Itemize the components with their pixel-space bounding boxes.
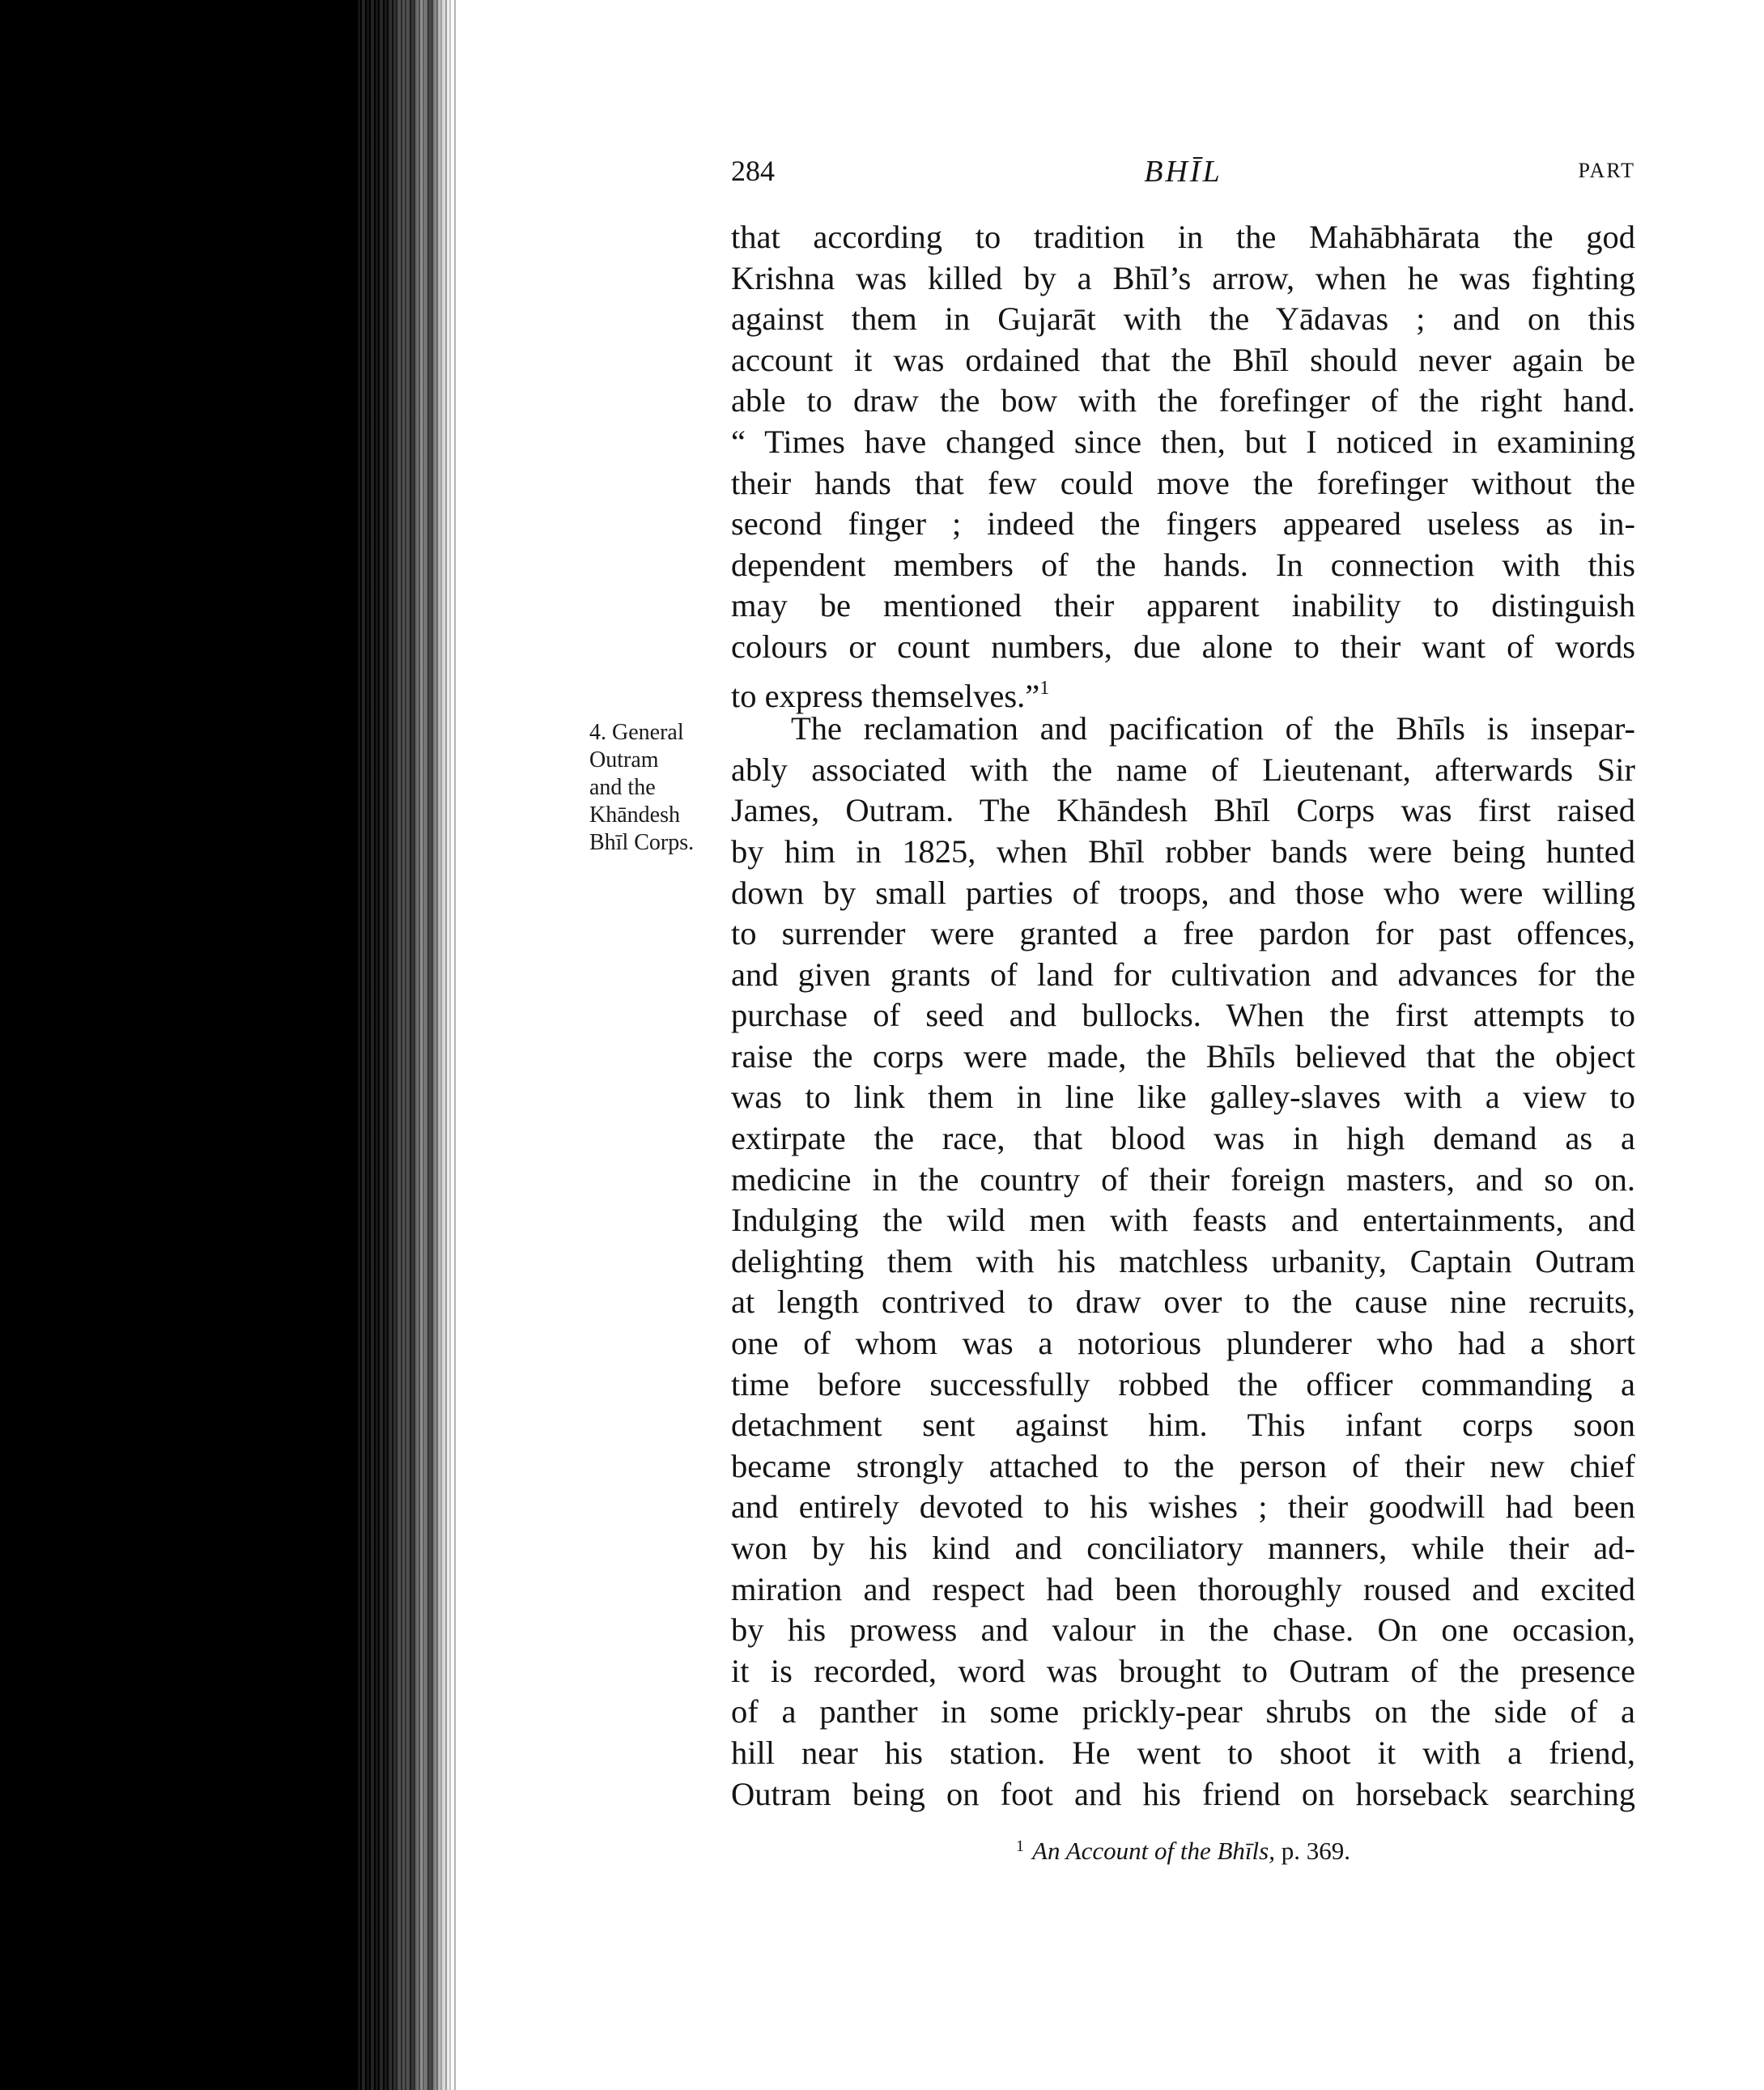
body-text <box>731 217 1635 1815</box>
paragraph-end-line <box>731 668 1635 714</box>
footnote-mark: 1 <box>1016 1837 1025 1855</box>
text-line: against them in Gujarāt with the Yādavas ; and on this <box>731 300 1635 338</box>
text-line: medicine in the country of their foreign masters, and so on. <box>731 1160 1635 1198</box>
text-line: was to link them in line like galley-slaves with a view to <box>731 1079 1635 1116</box>
text-line: able to draw the bow with the forefinger of the right hand. <box>731 382 1635 419</box>
text-line: at length contrived to draw over to the cause nine recruits, <box>731 1283 1635 1321</box>
text-line: The reclamation and pacification of the Bhīls is insepar- <box>791 710 1635 747</box>
text-line: by his prowess and valour in the chase. On one occasion, <box>731 1611 1635 1649</box>
text-line: purchase of seed and bullocks. When the first attempts to <box>731 997 1635 1034</box>
text-line: and entirely devoted to his wishes ; their goodwill had been <box>731 1488 1635 1526</box>
sidenote-line: Outram <box>589 747 659 773</box>
text-line: Outram being on foot and his friend on horseback searching <box>731 1775 1635 1812</box>
text-line: James, Outram. The Khāndesh Bhīl Corps was first raised <box>731 792 1635 829</box>
text-line: colours or count numbers, due alone to their want of words <box>731 628 1635 665</box>
scan-gutter-streaks <box>356 0 457 2090</box>
running-title: BHĪL <box>1144 155 1222 189</box>
text-line: Indulging the wild men with feasts and entertainments, and <box>731 1202 1635 1239</box>
text-line: dependent members of the hands. In connection with this <box>731 546 1635 583</box>
text-line: hill near his station. He went to shoot it with a friend, <box>731 1734 1635 1771</box>
text-line: extirpate the race, that blood was in high demand as a <box>731 1120 1635 1157</box>
footnote-title: An Account of the Bhīls, <box>1032 1837 1275 1865</box>
text-line: it is recorded, word was brought to Outram of the presence <box>731 1652 1635 1689</box>
text-line: account it was ordained that the Bhīl should never again be <box>731 341 1635 378</box>
text-line: to surrender were granted a free pardon for past offences, <box>731 915 1635 952</box>
running-head-part: PART <box>1578 159 1635 182</box>
text-line: second finger ; indeed the fingers appeared useless as in- <box>731 505 1635 543</box>
margin-sidenote <box>589 719 731 857</box>
text-line: became strongly attached to the person of their new chief <box>731 1447 1635 1484</box>
sidenote-line: and the <box>589 775 656 800</box>
text-line: delighting them with his matchless urbanity, Captain Outram <box>731 1242 1635 1279</box>
text-line: Krishna was killed by a Bhīl’s arrow, when he was fighting <box>731 259 1635 296</box>
footnote-reference: 1 <box>1039 677 1050 699</box>
sidenote-line: Khāndesh <box>589 802 680 828</box>
text-line: and given grants of land for cultivation and advances for the <box>731 956 1635 993</box>
text-line: “ Times have changed since then, but I noticed in examining <box>731 423 1635 460</box>
text-line: won by his kind and conciliatory manners, while their ad- <box>731 1530 1635 1566</box>
text-line: to express themselves.” <box>731 677 1040 714</box>
text-line: detachment sent against him. This infant corps soon <box>731 1407 1635 1444</box>
text-line: ably associated with the name of Lieutenant, afterwards Sir <box>731 751 1635 788</box>
text-line: by him in 1825, when Bhīl robber bands were being hunted <box>731 832 1635 870</box>
text-line: raise the corps were made, the Bhīls believed that the object <box>731 1037 1635 1075</box>
text-line: time before successfully robbed the officer commanding a <box>731 1365 1635 1403</box>
footnote <box>731 1837 1635 1866</box>
text-line: down by small parties of troops, and those who were willing <box>731 874 1635 911</box>
text-line: may be mentioned their apparent inability to distinguish <box>731 587 1635 624</box>
sidenote-line: Bhīl Corps. <box>589 830 695 855</box>
page-number: 284 <box>731 155 775 187</box>
footnote-page: p. 369. <box>1281 1837 1350 1865</box>
text-line: of a panther in some prickly-pear shrubs on the side of a <box>731 1693 1635 1730</box>
text-line: one of whom was a notorious plunderer who had a short <box>731 1325 1635 1362</box>
page-header <box>731 154 1635 194</box>
text-line: their hands that few could move the forefinger without the <box>731 464 1635 501</box>
sidenote-line: 4. General <box>589 720 684 745</box>
text-line: that according to tradition in the Mahābhārata the god <box>731 219 1635 255</box>
text-line: miration and respect had been thoroughly roused and excited <box>731 1570 1635 1607</box>
